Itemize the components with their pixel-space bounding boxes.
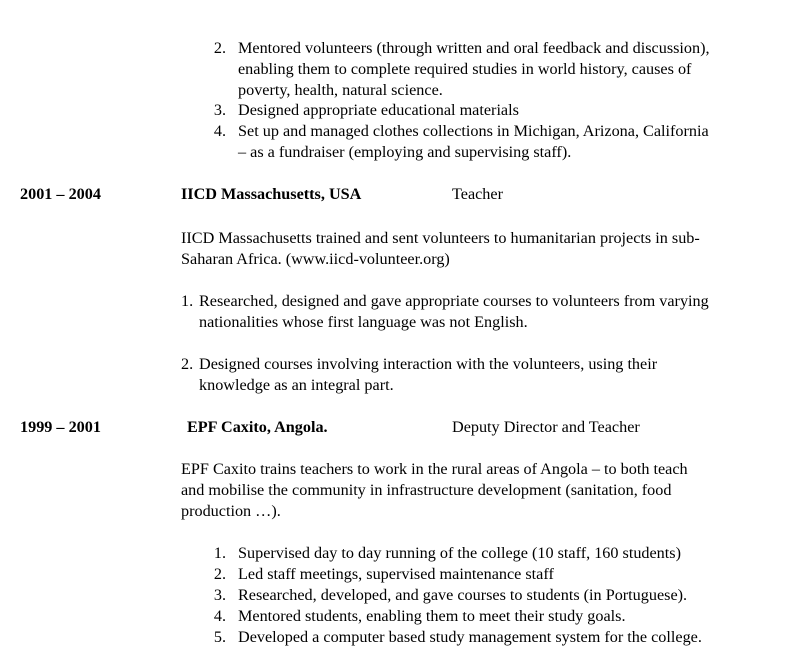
list-item-number: 2. (213, 39, 226, 57)
job-organization: EPF Caxito, Angola. (187, 418, 328, 436)
job-description: IICD Massachusetts trained and sent volunteers to humanitarian projects in sub- (181, 229, 700, 247)
list-item-number: 5. (213, 628, 226, 646)
list-item-number: 1. (181, 292, 194, 310)
list-item-number: 2. (181, 355, 194, 373)
list-item-text: Mentored students, enabling them to meet their study goals. (238, 607, 626, 625)
list-item-number: 2. (213, 565, 226, 583)
job-description: EPF Caxito trains teachers to work in the rural areas of Angola – to both teach (181, 460, 688, 478)
list-item-number: 4. (213, 607, 226, 625)
list-item-text: Set up and managed clothes collections in Michigan, Arizona, California (238, 122, 709, 140)
list-item-text: nationalities whose first language was not English. (199, 313, 528, 331)
list-item-number: 3. (213, 101, 226, 119)
job-dates: 1999 – 2001 (20, 418, 101, 436)
list-item-text: Led staff meetings, supervised maintenance staff (238, 565, 554, 583)
list-item-text: Supervised day to day running of the college (10 staff, 160 students) (238, 544, 681, 562)
job-role: Deputy Director and Teacher (452, 418, 640, 436)
list-item-text: poverty, health, natural science. (238, 81, 443, 99)
list-item-text: Mentored volunteers (through written and oral feedback and discussion), (238, 39, 710, 57)
job-description: and mobilise the community in infrastructure development (sanitation, food (181, 481, 672, 499)
job-dates: 2001 – 2004 (20, 185, 101, 203)
job-description: production …). (181, 502, 281, 520)
list-item-text: Researched, developed, and gave courses to students (in Portuguese). (238, 586, 688, 604)
list-item-text: Developed a computer based study management system for the college. (238, 628, 702, 646)
list-item-number: 4. (213, 122, 226, 140)
list-item-text: Researched, designed and gave appropriate courses to volunteers from varying (199, 292, 709, 310)
list-item-number: 3. (213, 586, 226, 604)
job-description: Saharan Africa. (www.iicd-volunteer.org) (181, 250, 450, 268)
list-item-text: Designed appropriate educational materials (238, 101, 519, 119)
list-item-text: enabling them to complete required studies in world history, causes of (238, 60, 692, 78)
list-item-text: knowledge as an integral part. (199, 376, 394, 394)
list-item-number: 1. (213, 544, 226, 562)
job-organization: IICD Massachusetts, USA (181, 185, 362, 203)
list-item-text: – as a fundraiser (employing and supervising staff). (238, 143, 572, 161)
list-item-text: Designed courses involving interaction with the volunteers, using their (199, 355, 658, 373)
job-role: Teacher (452, 185, 503, 203)
